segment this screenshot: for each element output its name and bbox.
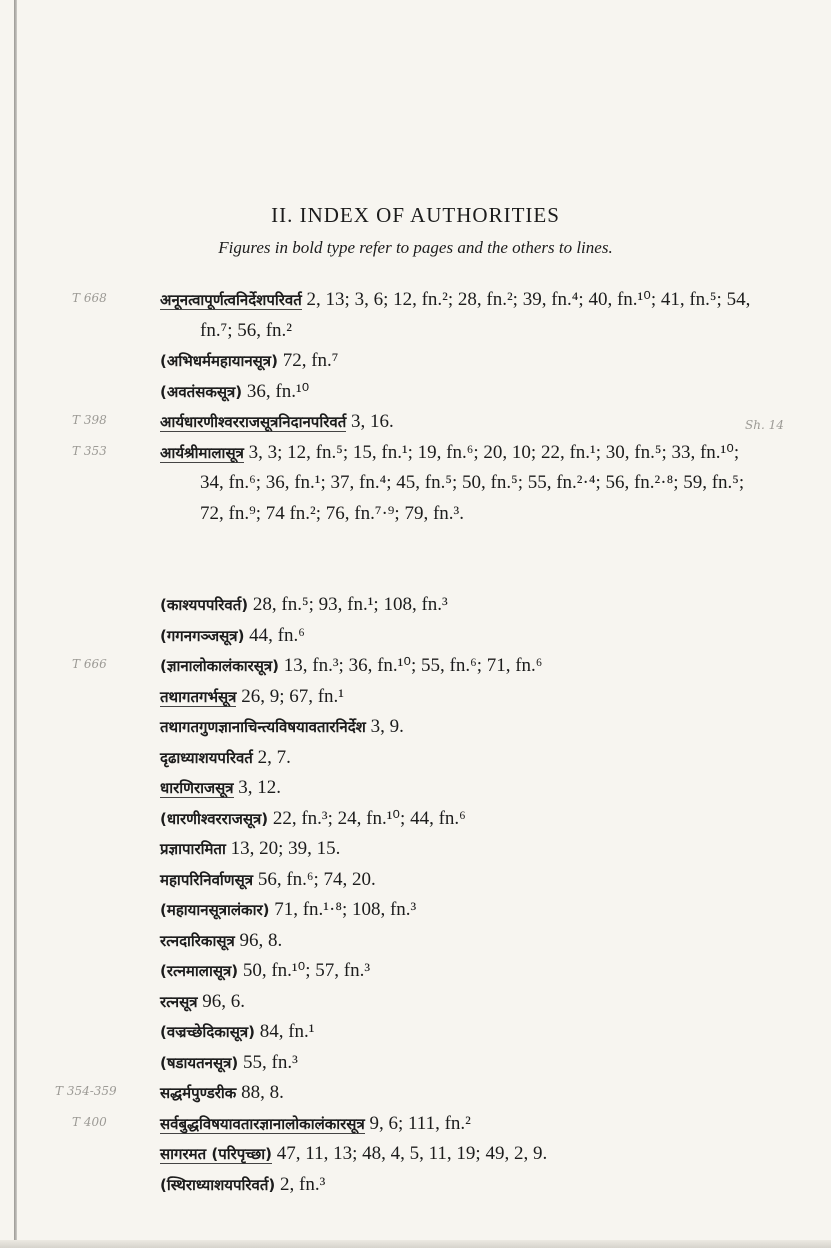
entry-references: 96, 8.	[234, 929, 283, 951]
entry-references: 13, fn.³; 36, fn.¹⁰; 55, fn.⁶; 71, fn.⁶	[279, 655, 543, 676]
section-heading: II. INDEX OF AUTHORITIES	[271, 203, 560, 227]
entry-references: 2, fn.³	[275, 1173, 326, 1195]
index-entry	[160, 1017, 730, 1048]
entry-title: (काश्यपपरिवर्त)	[160, 596, 249, 614]
index-entry	[160, 651, 730, 682]
section-subheading: Figures in bold type refer to pages and the others to lines.	[218, 238, 613, 257]
index-entry	[160, 834, 730, 865]
entry-references: 26, 9; 67, fn.¹	[236, 685, 344, 707]
index-entry	[160, 987, 730, 1018]
page-binding-edge	[14, 0, 17, 1248]
entry-title: (गगनगञ्जसूत्र)	[160, 626, 245, 645]
index-entry	[160, 1170, 730, 1201]
entry-references: 3, 12.	[233, 777, 282, 798]
entry-title: अनूनत्वापूर्णत्वनिर्देशपरिवर्त	[160, 291, 302, 309]
entry-references: 88, 8.	[236, 1082, 284, 1103]
index-entry	[160, 895, 730, 926]
index-entry	[160, 377, 730, 408]
index-entry	[160, 956, 730, 987]
entry-references: 9, 6; 111, fn.²	[364, 1112, 471, 1134]
index-entry	[160, 407, 730, 438]
entry-references: 28, fn.⁵; 93, fn.¹; 108, fn.³	[248, 594, 448, 615]
margin-note: T 666	[72, 657, 107, 671]
entry-title: (अभिधर्ममहायानसूत्र)	[160, 352, 278, 370]
entry-references: 55, fn.³	[238, 1051, 298, 1073]
index-entry	[160, 1139, 730, 1170]
entry-references: 72, fn.⁷	[277, 350, 339, 371]
margin-note: T 398	[72, 413, 107, 427]
entry-references: 50, fn.¹⁰; 57, fn.³	[238, 960, 371, 981]
entry-title: (वज्रच्छेदिकासूत्र)	[160, 1023, 255, 1041]
entry-title: (ज्ञानालोकालंकारसूत्र)	[160, 657, 280, 675]
margin-note: T 354-359	[55, 1084, 117, 1098]
page-bottom-edge	[0, 1240, 831, 1248]
entry-title: (रत्नमालासूत्र)	[160, 962, 239, 980]
index-entry	[160, 285, 765, 346]
entry-title: (अवतंसकसूत्र)	[160, 382, 243, 401]
entry-title: आर्यधारणीश्वरराजसूत्रनिदानपरिवर्त	[160, 413, 347, 431]
entry-title: प्रज्ञापारमिता	[160, 840, 226, 858]
entry-title: आर्यश्रीमालासूत्र	[160, 443, 244, 462]
entry-title: रत्नदारिकासूत्र	[160, 931, 235, 950]
entry-references: 22, fn.³; 24, fn.¹⁰; 44, fn.⁶	[268, 807, 466, 829]
index-entry	[160, 926, 730, 957]
entry-references: 13, 20; 39, 15.	[225, 838, 341, 859]
index-entry	[160, 804, 730, 835]
entry-title: रत्नसूत्र	[160, 992, 198, 1011]
margin-note: T 400	[72, 1114, 107, 1129]
index-entry	[160, 590, 730, 621]
entry-title: (स्थिराध्याशयपरिवर्त)	[160, 1175, 276, 1194]
entry-references: 56, fn.⁶; 74, 20.	[253, 868, 376, 890]
entry-references: 2, 13; 3, 6; 12, fn.²; 28, fn.²; 39, fn.⁴; 40, fn.¹⁰; 41, fn.⁵; 54, fn.⁷; 56, fn.²	[200, 289, 751, 341]
margin-note: T 353	[72, 443, 107, 458]
index-entry	[160, 1078, 730, 1109]
index-entry	[160, 438, 765, 530]
entry-references: 84, fn.¹	[254, 1021, 315, 1042]
entry-title: सर्वबुद्धविषयावतारज्ञानालोकालंकारसूत्र	[160, 1114, 365, 1133]
entry-references: 47, 11, 13; 48, 4, 5, 11, 19; 49, 2, 9.	[272, 1143, 548, 1164]
index-entry	[160, 865, 730, 896]
entry-references: 96, 6.	[197, 990, 245, 1012]
index-entry	[160, 1048, 730, 1079]
index-entry	[160, 773, 730, 804]
entry-references: 3, 3; 12, fn.⁵; 15, fn.¹; 19, fn.⁶; 20, 10; 22, fn.¹; 30, fn.⁵; 33, fn.¹⁰; 34, fn.⁶; 36, fn.¹; 37, fn.⁴; 45, fn.⁵; 50, fn.⁵; 55, fn.²·⁴; 56, fn.²·⁸; 59, fn.⁵; 72, fn.⁹; 74 fn.²; 76, fn.⁷·⁹; 79, fn.³.	[200, 441, 745, 524]
index-entry	[160, 682, 730, 713]
entry-title: (महायानसूत्रालंकार)	[160, 901, 270, 919]
entry-title: सागरमत (परिपृच्छा)	[160, 1145, 273, 1163]
index-entry	[160, 1109, 730, 1140]
entry-title: धारणिराजसूत्र	[160, 779, 234, 797]
entry-title: दृढाध्याशयपरिवर्त	[160, 748, 253, 767]
index-entry	[160, 743, 730, 774]
entry-title: (षडायतनसूत्र)	[160, 1053, 239, 1072]
entry-references: 71, fn.¹·⁸; 108, fn.³	[269, 899, 417, 920]
entry-title: तथागतगुणज्ञानाचिन्त्यविषयावतारनिर्देश	[160, 718, 366, 736]
entry-title: (धारणीश्वरराजसूत्र)	[160, 809, 269, 828]
right-margin-note: Sh. 14	[745, 418, 784, 432]
entry-references: 3, 9.	[365, 716, 404, 737]
entry-title: तथागतगर्भसूत्र	[160, 687, 237, 706]
entry-references: 2, 7.	[252, 746, 291, 768]
margin-note: T 668	[72, 291, 107, 305]
entry-references: 36, fn.¹⁰	[242, 380, 310, 402]
index-entry	[160, 712, 730, 743]
entry-references: 3, 16.	[346, 411, 394, 432]
entry-references: 44, fn.⁶	[244, 624, 305, 646]
entry-title: महापरिनिर्वाणसूत्र	[160, 870, 254, 889]
index-entry	[160, 621, 730, 652]
index-entry	[160, 346, 730, 377]
entry-title: सद्धर्मपुण्डरीक	[160, 1084, 237, 1102]
